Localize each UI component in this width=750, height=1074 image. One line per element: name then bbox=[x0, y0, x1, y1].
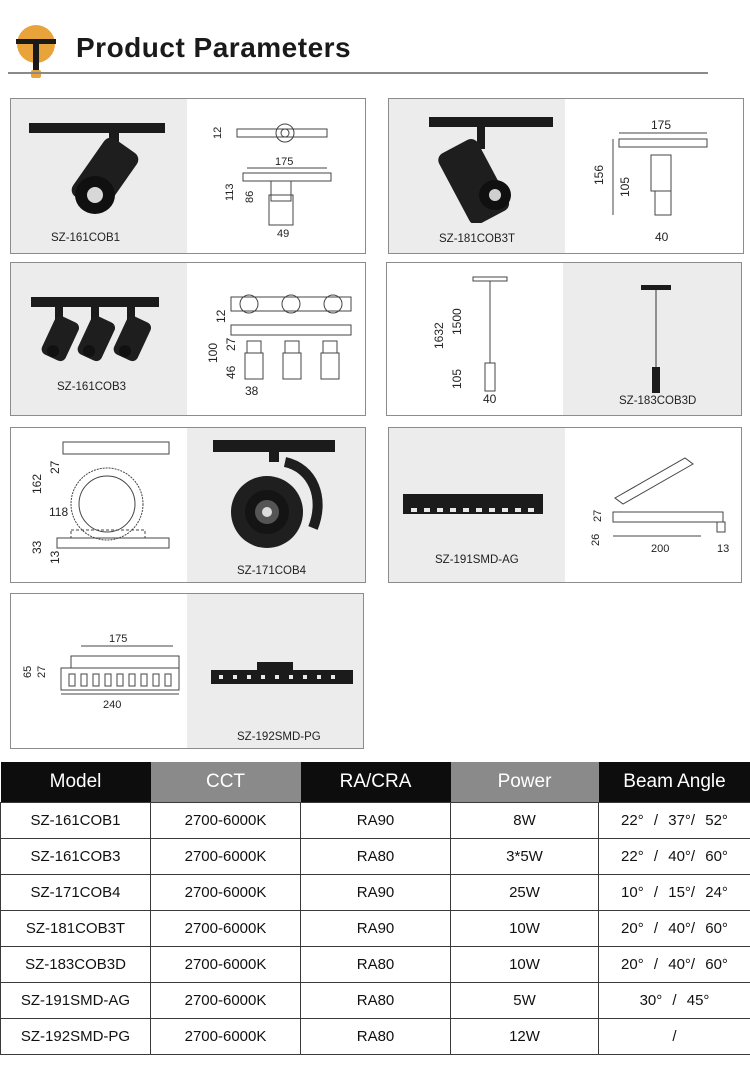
linear-grille-light-image bbox=[209, 660, 357, 688]
svg-text:26: 26 bbox=[590, 533, 602, 546]
svg-text:40: 40 bbox=[483, 392, 497, 406]
svg-text:27: 27 bbox=[36, 665, 48, 678]
cell-beam-angle: 30° / 45° bbox=[599, 982, 750, 1018]
product-card-sz-192smd-pg bbox=[10, 593, 364, 749]
cell-cct: 2700-6000K bbox=[151, 946, 301, 982]
cell-ra: RA80 bbox=[301, 1018, 451, 1054]
page-header bbox=[0, 0, 750, 80]
dimension-drawing bbox=[187, 99, 366, 254]
table-row bbox=[1, 838, 750, 874]
cell-beam-angle: 20° / 40°/ 60° bbox=[599, 946, 750, 982]
product-card-sz-191smd-ag bbox=[388, 427, 742, 583]
svg-text:200: 200 bbox=[651, 543, 670, 555]
cell-beam-angle: 22° / 37°/ 52° bbox=[599, 802, 750, 838]
product-card-sz-181cob3t bbox=[388, 98, 744, 254]
svg-text:13: 13 bbox=[48, 550, 62, 564]
cell-ra: RA90 bbox=[301, 874, 451, 910]
dimension-drawing bbox=[565, 99, 744, 254]
cell-model: SZ-171COB4 bbox=[1, 874, 151, 910]
linear-grille-light-image bbox=[401, 492, 547, 518]
cell-ra: RA90 bbox=[301, 910, 451, 946]
product-card-sz-161cob3 bbox=[10, 262, 366, 416]
cell-ra: RA80 bbox=[301, 982, 451, 1018]
table-row bbox=[1, 982, 750, 1018]
cell-beam-angle: 22° / 40°/ 60° bbox=[599, 838, 750, 874]
header-divider bbox=[8, 72, 708, 74]
product-model-label: SZ-161COB3 bbox=[57, 381, 127, 393]
cell-beam-angle: 20° / 40°/ 60° bbox=[599, 910, 750, 946]
svg-text:86: 86 bbox=[244, 190, 256, 203]
svg-text:105: 105 bbox=[618, 176, 632, 197]
track-spotlight-image bbox=[419, 113, 569, 223]
table-header-row bbox=[1, 762, 750, 802]
cell-cct: 2700-6000K bbox=[151, 982, 301, 1018]
svg-text:162: 162 bbox=[30, 473, 44, 494]
product-model-label: SZ-191SMD-AG bbox=[435, 554, 519, 566]
cell-model: SZ-161COB1 bbox=[1, 802, 151, 838]
cell-ra: RA80 bbox=[301, 946, 451, 982]
cell-power: 25W bbox=[451, 874, 599, 910]
product-model-label: SZ-161COB1 bbox=[51, 232, 121, 244]
spec-table bbox=[0, 762, 750, 1055]
cell-power: 10W bbox=[451, 910, 599, 946]
pendant-light-image bbox=[637, 283, 677, 395]
cell-cct: 2700-6000K bbox=[151, 910, 301, 946]
svg-text:65: 65 bbox=[22, 665, 34, 678]
col-header-power: Power bbox=[451, 762, 599, 802]
svg-text:175: 175 bbox=[651, 118, 672, 132]
cell-model: SZ-192SMD-PG bbox=[1, 1018, 151, 1054]
page-title: Product Parameters bbox=[76, 32, 352, 63]
product-card-sz-161cob1 bbox=[10, 98, 366, 254]
cell-ra: RA90 bbox=[301, 802, 451, 838]
svg-text:175: 175 bbox=[275, 156, 294, 168]
dimension-drawing bbox=[387, 263, 563, 416]
svg-text:175: 175 bbox=[109, 633, 128, 645]
svg-text:46: 46 bbox=[224, 365, 238, 379]
product-model-label: SZ-192SMD-PG bbox=[237, 731, 321, 743]
dimension-drawing bbox=[11, 594, 187, 749]
svg-text:27: 27 bbox=[592, 509, 604, 522]
svg-text:156: 156 bbox=[592, 164, 606, 185]
dimension-drawing bbox=[565, 428, 742, 583]
svg-text:113: 113 bbox=[224, 183, 236, 201]
col-header-ra: RA/CRA bbox=[301, 762, 451, 802]
svg-text:100: 100 bbox=[206, 342, 220, 363]
svg-text:27: 27 bbox=[224, 337, 238, 351]
dimension-drawing bbox=[11, 428, 187, 583]
table-row bbox=[1, 1018, 750, 1054]
cell-power: 12W bbox=[451, 1018, 599, 1054]
svg-text:12: 12 bbox=[214, 309, 228, 323]
svg-text:1632: 1632 bbox=[432, 322, 446, 349]
col-header-cct: CCT bbox=[151, 762, 301, 802]
product-model-label: SZ-183COB3D bbox=[619, 395, 697, 407]
triple-spotlight-image bbox=[31, 293, 181, 373]
svg-text:1500: 1500 bbox=[450, 308, 464, 335]
product-card-sz-183cob3d bbox=[386, 262, 742, 416]
lamp-bulb-icon bbox=[14, 20, 58, 80]
cell-model: SZ-181COB3T bbox=[1, 910, 151, 946]
svg-text:105: 105 bbox=[450, 368, 464, 389]
cell-model: SZ-183COB3D bbox=[1, 946, 151, 982]
cell-power: 10W bbox=[451, 946, 599, 982]
table-row bbox=[1, 874, 750, 910]
cell-ra: RA80 bbox=[301, 838, 451, 874]
cell-model: SZ-161COB3 bbox=[1, 838, 151, 874]
svg-text:38: 38 bbox=[245, 384, 259, 398]
product-model-label: SZ-181COB3T bbox=[439, 233, 516, 245]
table-row bbox=[1, 802, 750, 838]
cell-beam-angle: / bbox=[599, 1018, 750, 1054]
cell-power: 5W bbox=[451, 982, 599, 1018]
svg-text:118: 118 bbox=[49, 505, 69, 519]
cell-beam-angle: 10° / 15°/ 24° bbox=[599, 874, 750, 910]
svg-text:49: 49 bbox=[277, 228, 290, 240]
svg-text:240: 240 bbox=[103, 699, 122, 711]
table-row bbox=[1, 910, 750, 946]
cell-cct: 2700-6000K bbox=[151, 874, 301, 910]
svg-text:27: 27 bbox=[48, 460, 62, 474]
cell-cct: 2700-6000K bbox=[151, 838, 301, 874]
col-header-beam: Beam Angle bbox=[599, 762, 750, 802]
cell-power: 8W bbox=[451, 802, 599, 838]
track-spotlight-image bbox=[29, 119, 179, 219]
col-header-model: Model bbox=[1, 762, 151, 802]
product-card-sz-171cob4 bbox=[10, 427, 366, 583]
cell-power: 3*5W bbox=[451, 838, 599, 874]
round-spotlight-image bbox=[209, 438, 349, 562]
cell-model: SZ-191SMD-AG bbox=[1, 982, 151, 1018]
dimension-drawing bbox=[187, 263, 366, 416]
product-model-label: SZ-171COB4 bbox=[237, 565, 307, 577]
svg-text:12: 12 bbox=[212, 126, 224, 139]
cell-cct: 2700-6000K bbox=[151, 802, 301, 838]
table-row bbox=[1, 946, 750, 982]
svg-text:40: 40 bbox=[655, 230, 669, 244]
svg-text:33: 33 bbox=[30, 540, 44, 554]
cell-cct: 2700-6000K bbox=[151, 1018, 301, 1054]
svg-text:13: 13 bbox=[717, 543, 730, 555]
